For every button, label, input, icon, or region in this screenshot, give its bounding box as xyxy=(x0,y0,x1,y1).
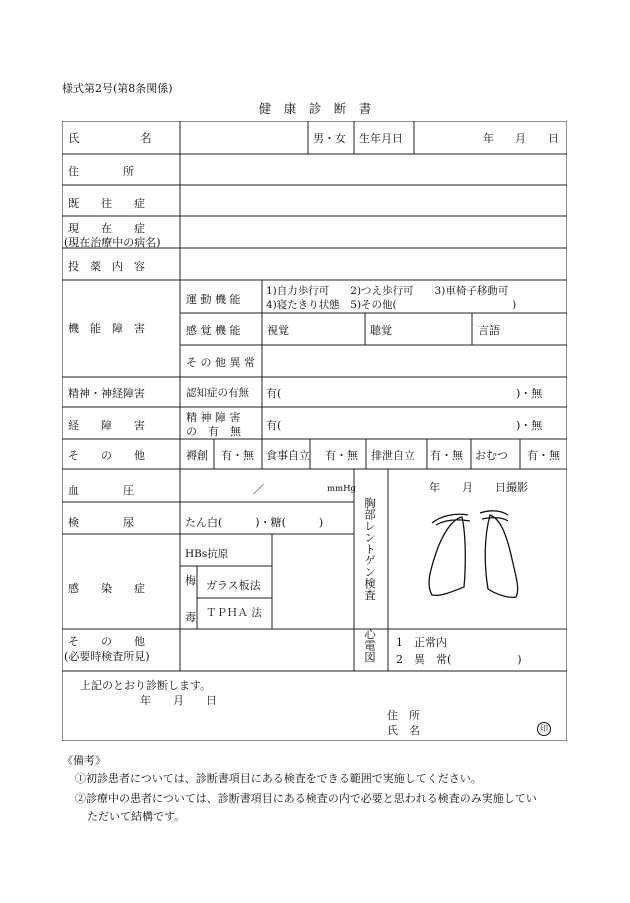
toilet-label: 排泄自立 xyxy=(371,449,415,462)
other-exam-label: そ の 他 xyxy=(68,635,145,648)
doctor-name-label: 氏 名 xyxy=(387,724,420,737)
chest-xray-label: 胸部レントゲン検査 xyxy=(363,497,377,601)
doctor-address-label: 住 所 xyxy=(387,709,420,722)
motor-function-label: 運 動 機 能 xyxy=(186,293,241,306)
nerve-label: 経 障 害 xyxy=(68,419,145,432)
present-illness-label: 現 在 症 xyxy=(68,222,145,235)
sensory-function-label: 感 覚 機 能 xyxy=(186,324,241,337)
past-illness-label: 既 往 症 xyxy=(68,197,145,210)
eating-value[interactable]: 有・無 xyxy=(325,449,358,462)
toilet-value[interactable]: 有・無 xyxy=(430,449,463,462)
dob-day: 日 xyxy=(548,132,559,145)
medication-label: 投 薬 内 容 xyxy=(68,260,145,273)
blood-pressure-label: 血 圧 xyxy=(68,484,134,497)
dob-month: 月 xyxy=(515,132,526,145)
diaper-label: おむつ xyxy=(475,449,508,462)
nerve-sublabel-2: の 有 無 xyxy=(186,425,241,438)
present-illness-sublabel: (現在治療中の病名) xyxy=(64,236,161,249)
sex-field[interactable]: 男・女 xyxy=(313,132,346,145)
ecg-normal: 1 正常内 xyxy=(396,636,447,649)
vision-label: 視覚 xyxy=(267,324,289,337)
mental-label: 精神・神経障害 xyxy=(68,387,145,400)
eating-label: 食事自立 xyxy=(266,449,310,462)
nerve-no[interactable]: )・無 xyxy=(516,419,543,432)
bedsore-value[interactable]: 有・無 xyxy=(221,449,254,462)
dob-year: 年 xyxy=(483,132,494,145)
nerve-sublabel-1: 精 神 障 害 xyxy=(186,411,241,424)
diagnosis-statement: 上記のとおり診断します。 xyxy=(80,679,212,692)
hearing-label: 聴覚 xyxy=(370,324,392,337)
lungs-diagram xyxy=(422,505,528,607)
page-title: 健 康 診 断 書 xyxy=(258,101,372,116)
other-exam-sublabel: (必要時検査所見) xyxy=(64,650,150,663)
address-label: 住 所 xyxy=(68,165,134,178)
dementia-no[interactable]: )・無 xyxy=(516,387,543,400)
notes-title: 《備考》 xyxy=(62,754,106,767)
seal-mark: 印 xyxy=(537,722,551,736)
xray-date: 年 月 日撮影 xyxy=(429,481,528,494)
ecg-abnormal: 2 異 常( ) xyxy=(396,653,522,666)
infection-label: 感 染 症 xyxy=(68,582,145,595)
speech-label: 言語 xyxy=(478,324,500,337)
blood-pressure-slash: ／ xyxy=(253,483,264,496)
note-1: ①初診患者については、診断書項目にある検査をできる範囲で実施してください。 xyxy=(75,772,482,785)
note-2-continued: ただいて結構です。 xyxy=(87,810,186,823)
glass-plate-label: ガラス板法 xyxy=(206,579,261,592)
dementia-label: 認知症の有無 xyxy=(186,387,249,399)
dob-label: 生年月日 xyxy=(359,132,403,145)
name-label: 氏 名 xyxy=(68,131,152,145)
others-label: そ の 他 xyxy=(68,449,145,462)
bedsore-label: 褥創 xyxy=(186,449,208,462)
other-abnormality-label: そ の 他 異 常 xyxy=(186,356,255,369)
note-2: ②診療中の患者については、診断書項目にある検査の内で必要と思われる検査のみ実施してい xyxy=(75,792,537,805)
syphilis-label-2: 毒 xyxy=(185,611,196,624)
tpha-label: ＴＰＨＡ 法 xyxy=(206,607,262,619)
urine-label: 検 尿 xyxy=(68,516,134,529)
motor-options-line1: 1)自力歩行可 2)つえ歩行可 3)車椅子移動可 xyxy=(266,285,509,297)
diaper-value[interactable]: 有・無 xyxy=(527,449,560,462)
hbs-antigen-label: HBs抗原 xyxy=(185,548,229,560)
ecg-label: 心電図 xyxy=(363,628,377,663)
motor-options-line2: 4)寝たきり状態 5)その他( ) xyxy=(266,299,517,311)
dementia-yes[interactable]: 有( xyxy=(266,387,282,400)
urine-value: たん白( )・糖( ) xyxy=(185,516,324,529)
diagnosis-date: 年 月 日 xyxy=(140,694,217,707)
nerve-yes[interactable]: 有( xyxy=(266,419,282,432)
form-number: 様式第2号(第8条関係) xyxy=(62,82,173,95)
disability-label: 機 能 障 害 xyxy=(68,322,145,335)
syphilis-label-1: 梅 xyxy=(185,574,196,587)
blood-pressure-unit: mmHg xyxy=(327,484,356,494)
